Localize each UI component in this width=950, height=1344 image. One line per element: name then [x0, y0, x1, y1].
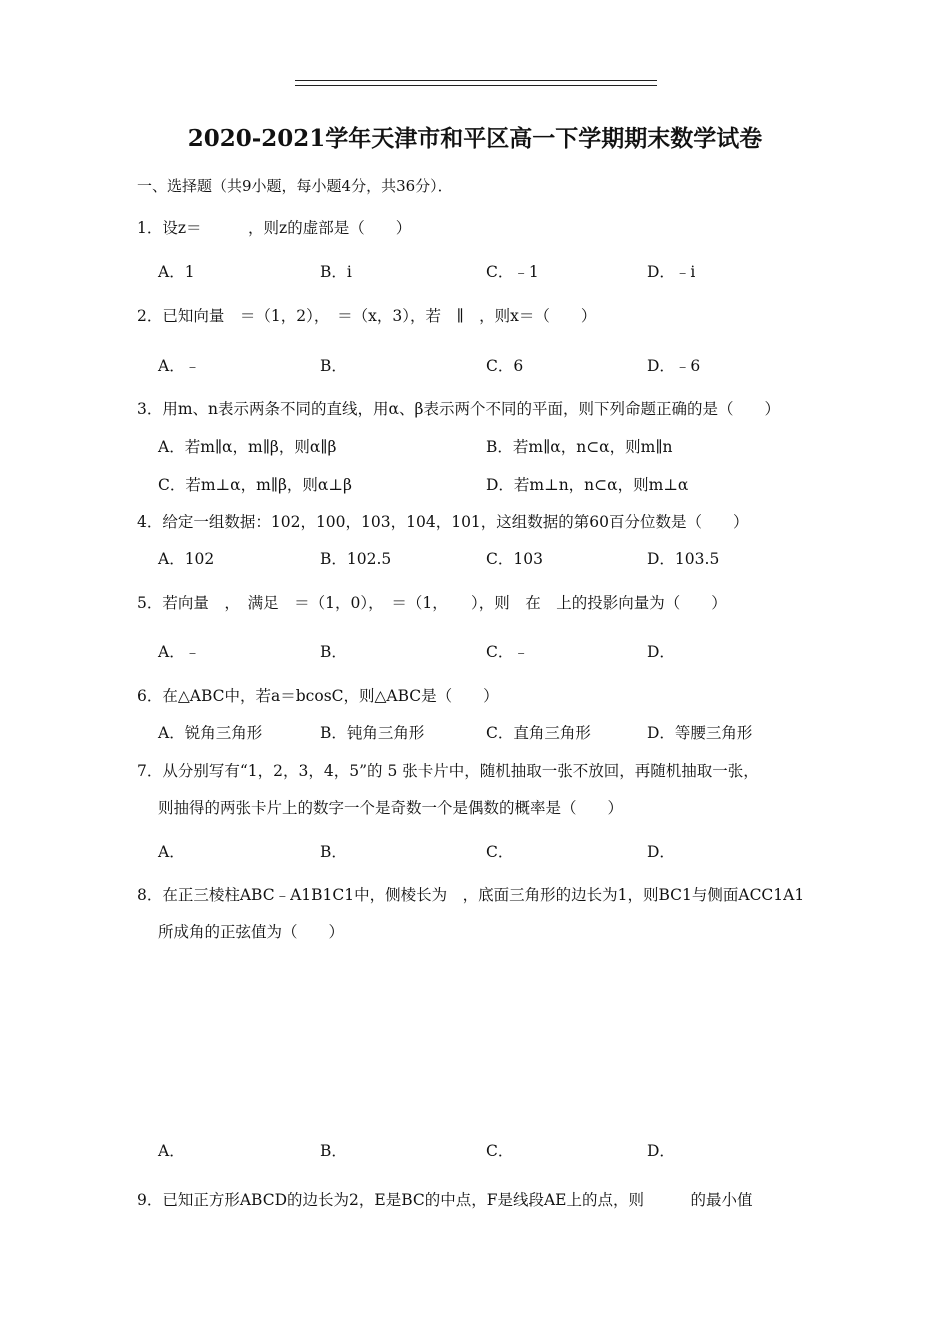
question-9-stem: 9．已知正方形ABCD的边长为2，E是BC的中点，F是线段AE上的点，则 的最小值: [137, 1191, 753, 1209]
q2-option-b: B．: [320, 357, 347, 375]
q7-option-d: D．: [647, 843, 675, 861]
q1-option-b: B．i: [320, 263, 352, 281]
q3-option-b: B．若m∥α，n⊂α，则m∥n: [486, 438, 673, 456]
q4-option-b: B．102.5: [320, 550, 392, 568]
q4-option-d: D．103.5: [647, 550, 720, 568]
question-2-stem: 2．已知向量 ＝（1，2）， ＝（x，3），若 ∥ ，则x＝（ ）: [137, 307, 597, 325]
q5-option-c: C．﹣: [486, 643, 529, 661]
q7-option-a: A．: [158, 843, 185, 861]
question-6-stem: 6．在△ABC中，若a＝bcosC，则△ABC是（ ）: [137, 687, 499, 705]
page-title: 2020-2021学年天津市和平区高一下学期期末数学试卷: [187, 125, 763, 152]
q2-option-d: D．﹣6: [647, 357, 701, 375]
question-8-stem-line-1: 8．在正三棱柱ABC﹣A1B1C1中，侧棱长为 ，底面三角形的边长为1，则BC1与侧面ACC1A1: [137, 886, 805, 904]
q3-option-c: C．若m⊥α，m∥β，则α⊥β: [158, 476, 352, 494]
q6-option-b: B．钝角三角形: [320, 724, 425, 742]
q2-option-a: A．﹣: [158, 357, 201, 375]
q3-option-d: D．若m⊥n，n⊂α，则m⊥α: [486, 476, 689, 494]
q8-option-c: C．: [486, 1142, 514, 1160]
q1-option-a: A．1: [158, 263, 195, 281]
q5-option-d: D．: [647, 643, 675, 661]
question-5-stem: 5．若向量 ， 满足 ＝（1，0）， ＝（1， ），则 在 上的投影向量为（ ）: [137, 594, 727, 612]
q4-option-a: A．102: [158, 550, 215, 568]
q3-option-a: A．若m∥α，m∥β，则α∥β: [158, 438, 337, 456]
question-3-stem: 3．用m、n表示两条不同的直线，用α、β表示两个不同的平面，则下列命题正确的是（ ）: [137, 400, 780, 418]
q8-option-d: D．: [647, 1142, 675, 1160]
section-heading: 一、选择题（共9小题，每小题4分，共36分）．: [137, 177, 453, 195]
q6-option-c: C．直角三角形: [486, 724, 591, 742]
q7-option-c: C．: [486, 843, 514, 861]
q8-option-a: A．: [158, 1142, 185, 1160]
q5-option-b: B．: [320, 643, 347, 661]
q1-option-c: C．﹣1: [486, 263, 539, 281]
q4-option-c: C．103: [486, 550, 543, 568]
header-double-rule: [295, 80, 657, 86]
q7-option-b: B．: [320, 843, 347, 861]
q6-option-d: D．等腰三角形: [647, 724, 753, 742]
question-7-stem-line-2: 则抽得的两张卡片上的数字一个是奇数一个是偶数的概率是（ ）: [158, 799, 624, 817]
q8-option-b: B．: [320, 1142, 347, 1160]
question-8-stem-line-2: 所成角的正弦值为（ ）: [158, 923, 345, 941]
question-4-stem: 4．给定一组数据：102，100，103，104，101，这组数据的第60百分位数是（ ）: [137, 513, 749, 531]
q1-option-d: D．﹣i: [647, 263, 696, 281]
q2-option-c: C．6: [486, 357, 524, 375]
q6-option-a: A．锐角三角形: [158, 724, 263, 742]
question-1-stem: 1．设z＝ ，则z的虚部是（ ）: [137, 219, 412, 237]
q5-option-a: A．﹣: [158, 643, 201, 661]
question-7-stem-line-1: 7．从分别写有“1，2，3，4，5”的 5 张卡片中，随机抽取一张不放回，再随机抽取一张，: [137, 762, 759, 780]
